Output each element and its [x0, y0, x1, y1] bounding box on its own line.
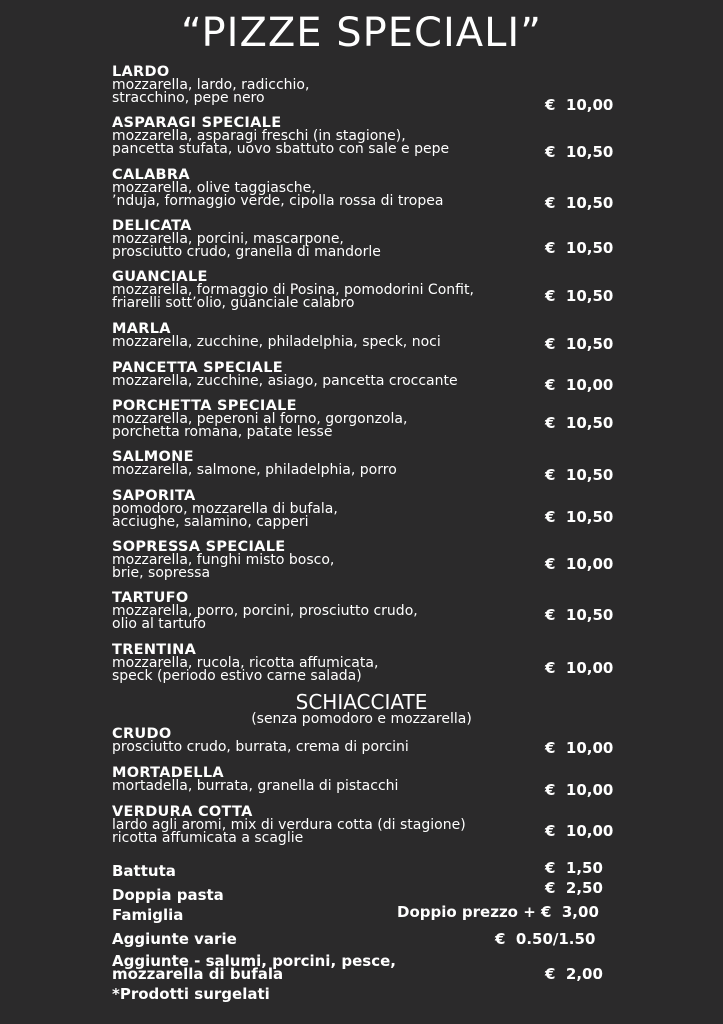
item-price: € 10,00 [545, 659, 614, 677]
item-ingredients: mozzarella, peperoni al forno, gorgonzola, [112, 411, 408, 427]
item-ingredients: mozzarella, salmone, philadelphia, porro [112, 462, 397, 478]
section-subtitle: (senza pomodoro e mozzarella) [251, 711, 472, 727]
menu-title: “PIZZE SPECIALI” [181, 10, 542, 56]
item-price: € 10,50 [545, 194, 614, 212]
item-price: € 10,50 [545, 466, 614, 484]
item-name: TRENTINA [112, 642, 197, 658]
item-name: LARDO [112, 64, 170, 80]
item-ingredients: ’nduja, formaggio verde, cipolla rossa di tropea [112, 192, 444, 209]
extra-battuta-price: € 1,50 [545, 859, 603, 877]
item-name: CALABRA [112, 167, 190, 183]
schiacciate-header [0, 692, 723, 726]
item-ingredients: speck (periodo estivo carne salada) [112, 667, 362, 684]
item-ingredients: mozzarella, olive taggiasche, [112, 180, 316, 196]
item-ingredients: lardo agli aromi, mix di verdura cotta (di stagione) [112, 817, 466, 833]
item-name: GUANCIALE [112, 269, 208, 285]
extra-aggiunte-salumi-price: € 2,00 [545, 965, 603, 983]
item-price: € 10,50 [545, 335, 614, 353]
item-ingredients: mozzarella, rucola, ricotta affumicata, [112, 655, 379, 671]
item-name: SOPRESSA SPECIALE [112, 539, 286, 555]
extra-aggiunte-varie-price: € 0.50/1.50 [495, 930, 596, 948]
item-name: MARLA [112, 321, 171, 337]
extra-famiglia-price: Doppio prezzo + € 3,00 [397, 903, 599, 921]
item-ingredients: pomodoro, mozzarella di bufala, [112, 501, 338, 517]
item-name: SAPORITA [112, 488, 196, 504]
surgelati-note: *Prodotti surgelati [112, 985, 270, 1003]
item-price: € 10,00 [545, 739, 614, 757]
item-ingredients: mozzarella, zucchine, asiago, pancetta croccante [112, 373, 458, 389]
item-price: € 10,50 [545, 239, 614, 257]
item-ingredients: mozzarella, funghi misto bosco, [112, 552, 335, 568]
item-ingredients: mozzarella, asparagi freschi (in stagione), [112, 128, 406, 144]
item-ingredients: acciughe, salamino, capperi [112, 513, 309, 530]
item-name: MORTADELLA [112, 765, 224, 781]
extra-doppia-pasta-price: € 2,50 [545, 879, 603, 897]
item-name: VERDURA COTTA [112, 804, 253, 820]
item-price: € 10,50 [545, 143, 614, 161]
item-price: € 10,00 [545, 555, 614, 573]
extra-doppia-pasta-label: Doppia pasta [112, 886, 224, 904]
section-title: SCHIACCIATE [295, 690, 428, 714]
item-ingredients: mozzarella, porcini, mascarpone, [112, 231, 344, 247]
item-ingredients: mozzarella, zucchine, philadelphia, speck, noci [112, 334, 441, 350]
extra-famiglia-label: Famiglia [112, 906, 184, 924]
item-ingredients: ricotta affumicata a scaglie [112, 829, 304, 846]
item-price: € 10,50 [545, 287, 614, 305]
item-name: PORCHETTA SPECIALE [112, 398, 297, 414]
extra-aggiunte-varie-label: Aggiunte varie [112, 930, 237, 948]
item-ingredients: mortadella, burrata, granella di pistacchi [112, 778, 399, 794]
item-name: PANCETTA SPECIALE [112, 360, 283, 376]
item-price: € 10,00 [545, 781, 614, 799]
extra-battuta-label: Battuta [112, 862, 176, 880]
item-name: ASPARAGI SPECIALE [112, 115, 282, 131]
extra-label-line: Aggiunte - salumi, porcini, pesce, [112, 952, 396, 970]
item-price: € 10,00 [545, 376, 614, 394]
extra-aggiunte-salumi-label [112, 952, 396, 983]
item-price: € 10,50 [545, 508, 614, 526]
item-ingredients: prosciutto crudo, granella di mandorle [112, 243, 381, 260]
item-price: € 10,50 [545, 414, 614, 432]
item-name: CRUDO [112, 726, 172, 742]
item-ingredients: olio al tartufo [112, 615, 206, 632]
item-name: TARTUFO [112, 590, 189, 606]
item-ingredients: brie, sopressa [112, 564, 211, 581]
item-ingredients: mozzarella, formaggio di Posina, pomodorini Confit, [112, 282, 474, 298]
item-ingredients: mozzarella, porro, porcini, prosciutto crudo, [112, 603, 418, 619]
item-name: SALMONE [112, 449, 194, 465]
item-ingredients: porchetta romana, patate lesse [112, 423, 333, 440]
item-ingredients: mozzarella, lardo, radicchio, [112, 77, 310, 93]
item-ingredients: prosciutto crudo, burrata, crema di porcini [112, 739, 409, 755]
item-ingredients: friarelli sott’olio, guanciale calabro [112, 294, 355, 311]
extra-label-line: mozzarella di bufala [112, 965, 284, 983]
item-ingredients: stracchino, pepe nero [112, 89, 265, 106]
item-price: € 10,00 [545, 822, 614, 840]
item-ingredients: pancetta stufata, uovo sbattuto con sale e pepe [112, 140, 450, 157]
item-price: € 10,50 [545, 606, 614, 624]
item-name: DELICATA [112, 218, 192, 234]
item-price: € 10,00 [545, 96, 614, 114]
